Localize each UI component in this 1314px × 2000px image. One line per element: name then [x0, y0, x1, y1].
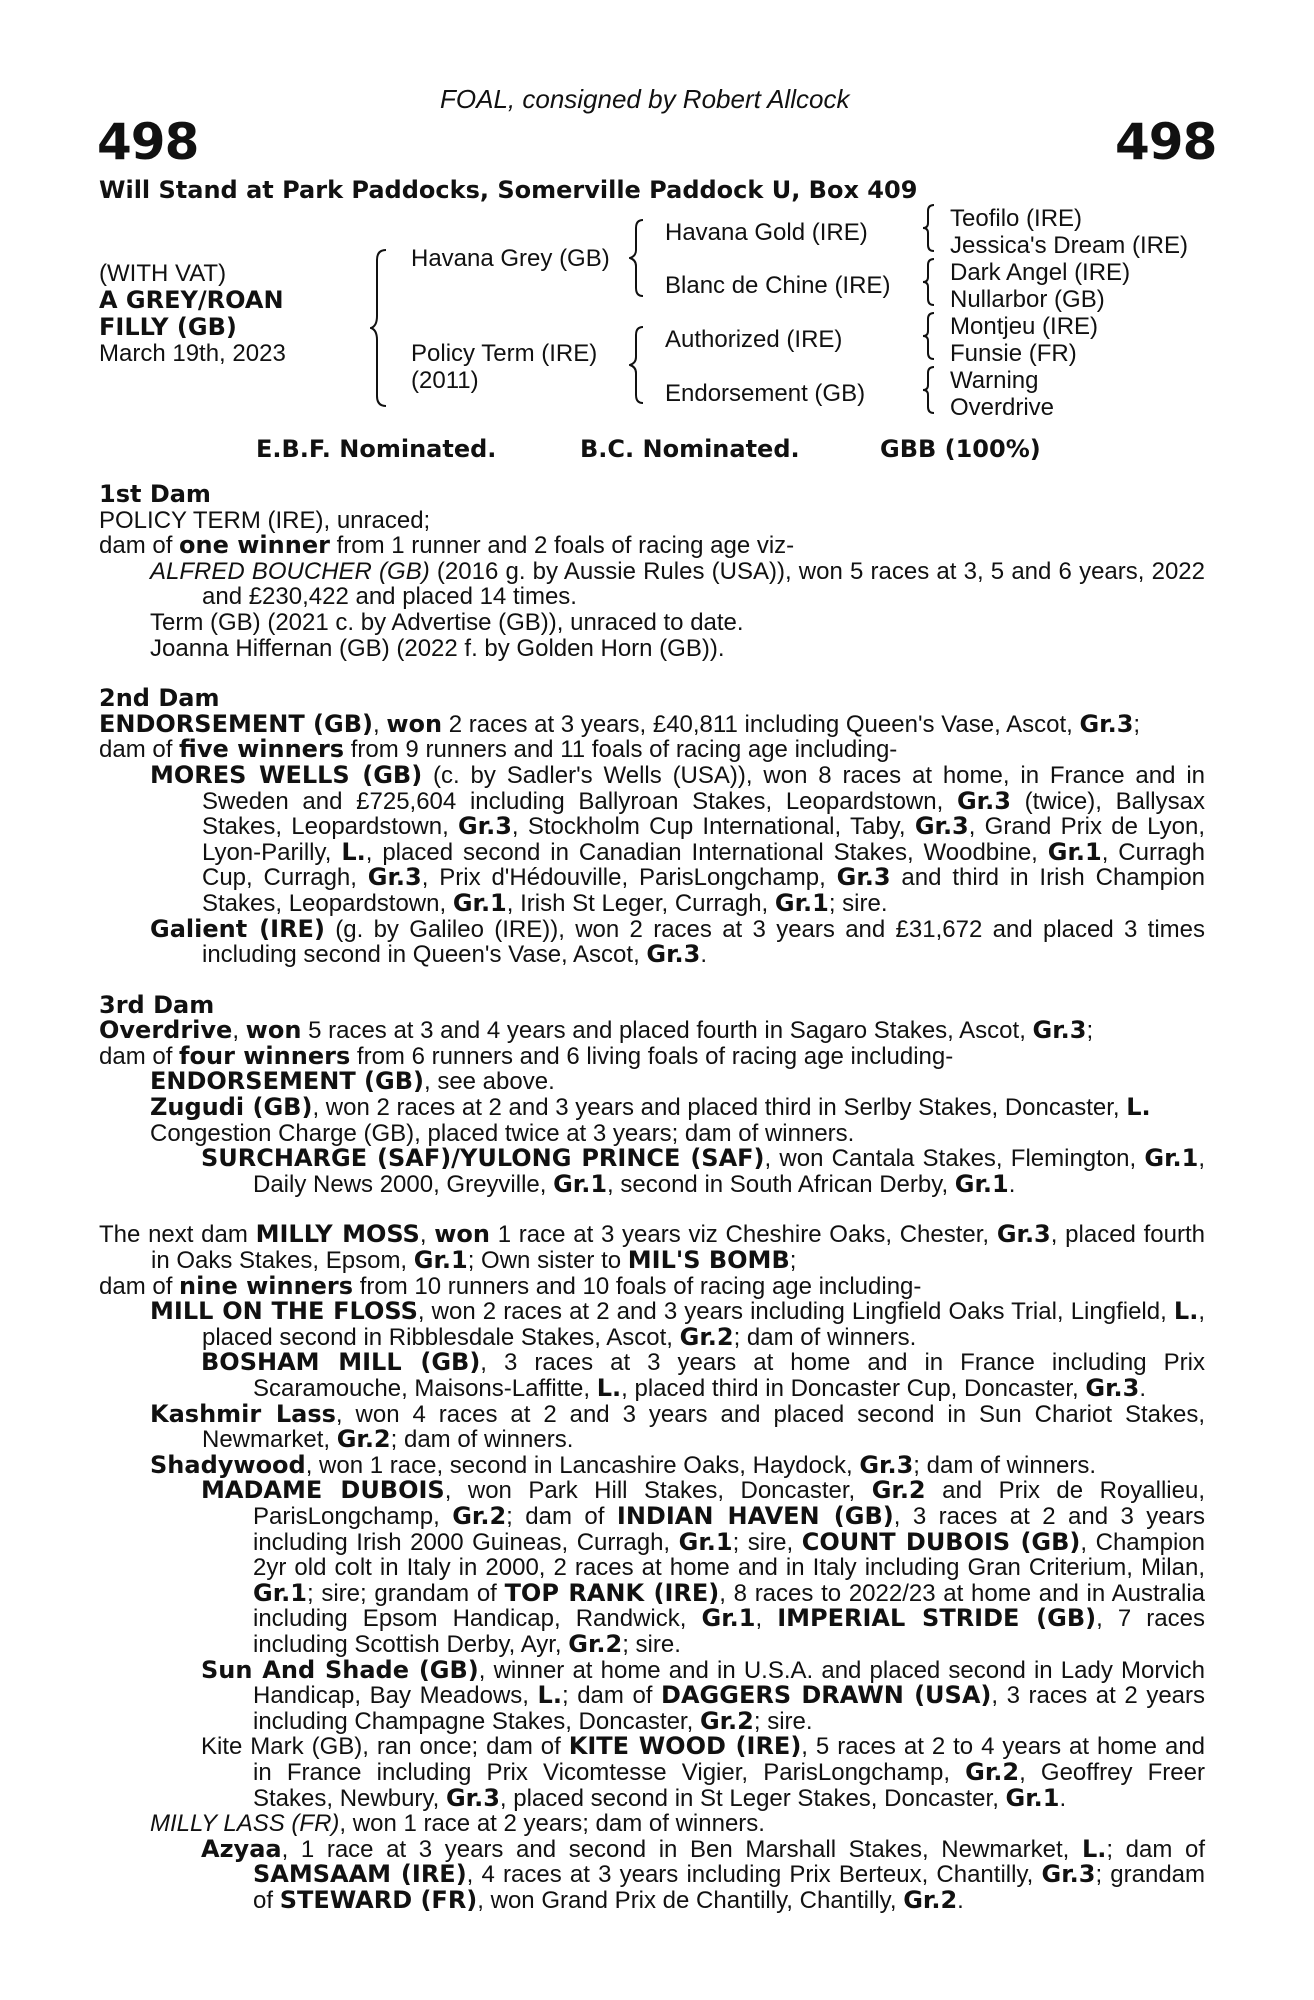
dam-paragraph: ENDORSEMENT (GB), won 2 races at 3 years, £40,811 including Queen's Vase, Ascot, Gr.3; — [99, 709, 1141, 738]
produce-entry: MADAME DUBOIS, won Park Hill Stakes, Doncaster, Gr.2 and Prix de Royallieu, ParisLongchamp, Gr.2; dam of INDIAN HAVEN (GB), 3 races at 2 and 3 years including Irish 2000 Guineas, Curragh, Gr.1; sire, COUNT DUBOIS (GB), Champion 2yr old colt in Italy in 2000, 2 races at home and in Italy including Gran Criterium, Milan, Gr.1; sire; grandam of TOP RANK (IRE), 8 races to 2022/23 at home and in Australia including Epsom Handicap, Randwick, Gr.1, IMPERIAL STRIDE (GB), 7 races including Scottish Derby, Ayr, Gr.2; sire. — [201, 1476, 1206, 1658]
produce-entry: SURCHARGE (SAF)/YULONG PRINCE (SAF), won Cantala Stakes, Flemington, Gr.1, Daily News 2000, Greyville, Gr.1, second in South African Derby, Gr.1. — [201, 1144, 1205, 1198]
produce-entry: MILL ON THE FLOSS, won 2 races at 2 and 3 years including Lingfield Oaks Trial, Lingfield, L., placed second in Ribblesdale Stakes, Ascot, Gr.2; dam of winners. — [150, 1297, 1205, 1351]
sire-name: Havana Grey (GB) — [411, 245, 610, 272]
produce-entry: Shadywood, won 1 race, second in Lancashire Oaks, Haydock, Gr.3; dam of winners. — [150, 1450, 1097, 1479]
sire-of-sire: Havana Gold (IRE) — [665, 219, 868, 246]
ebf-nomination: E.B.F. Nominated. — [256, 435, 497, 463]
vat-label: (WITH VAT) — [99, 260, 227, 287]
great-grandparent: Teofilo (IRE) — [950, 205, 1083, 232]
dam-of-sire: Blanc de Chine (IRE) — [665, 272, 891, 299]
dam-paragraph: POLICY TERM (IRE), unraced; — [99, 506, 431, 534]
pedigree-brace-gs3 — [922, 311, 938, 361]
produce-entry: ENDORSEMENT (GB), see above. — [150, 1067, 555, 1096]
foaling-date: March 19th, 2023 — [99, 340, 286, 367]
great-grandparent: Nullarbor (GB) — [950, 286, 1105, 313]
great-grandparent: Jessica's Dream (IRE) — [950, 232, 1188, 259]
great-grandparent: Warning — [950, 367, 1039, 394]
section-heading: 3rd Dam — [99, 990, 215, 1019]
produce-entry: Term (GB) (2021 c. by Advertise (GB)), unraced to date. — [150, 608, 744, 636]
pedigree-brace-gs1 — [922, 203, 938, 253]
produce-entry: BOSHAM MILL (GB), 3 races at 3 years at home and in France including Prix Scaramouche, Maisons-Laffitte, L., placed third in Doncaster Cup, Doncaster, Gr.3. — [201, 1348, 1205, 1402]
dam-paragraph: The next dam MILLY MOSS, won 1 race at 3 years viz Cheshire Oaks, Chester, Gr.3, placed fourth in Oaks Stakes, Epsom, Gr.1; Own sister to MIL'S BOMB; — [99, 1220, 1205, 1275]
bc-nomination: B.C. Nominated. — [580, 435, 800, 463]
great-grandparent: Funsie (FR) — [950, 340, 1077, 367]
produce-entry: Zugudi (GB), won 2 races at 2 and 3 years and placed third in Serlby Stakes, Doncaster, L. — [150, 1093, 1151, 1122]
dam-paragraph: dam of nine winners from 10 runners and 10 foals of racing age including- — [99, 1271, 922, 1300]
dam-paragraph: dam of five winners from 9 runners and 11 foals of racing age including- — [99, 735, 898, 764]
pedigree-brace-sire — [629, 218, 647, 298]
dam-paragraph: dam of four winners from 6 runners and 6 living foals of racing age including- — [99, 1041, 954, 1070]
dam-of-dam: Endorsement (GB) — [665, 380, 866, 407]
horse-sex-country: FILLY (GB) — [99, 313, 237, 341]
great-grandparent: Dark Angel (IRE) — [950, 259, 1131, 286]
great-grandparent: Overdrive — [950, 394, 1055, 421]
dam-year: (2011) — [411, 367, 479, 394]
produce-entry: Galient (IRE) (g. by Galileo (IRE)), won 2 races at 3 years and £31,672 and placed 3 times including second in Queen's Vase, Ascot, Gr.3. — [150, 914, 1206, 969]
horse-colour-sex: A GREY/ROAN — [99, 286, 284, 314]
catalogue-body — [99, 482, 1205, 1913]
produce-entry: Joanna Hiffernan (GB) (2022 f. by Golden Horn (GB)). — [150, 634, 725, 662]
lot-number-left: 498 — [97, 113, 199, 171]
gbb-rating: GBB (100%) — [880, 435, 1041, 463]
dam-paragraph: Overdrive, won 5 races at 3 and 4 years and placed fourth in Sagaro Stakes, Ascot, Gr.3; — [99, 1016, 1094, 1045]
pedigree-brace-gs4 — [922, 365, 938, 415]
produce-entry: Kashmir Lass, won 4 races at 2 and 3 years and placed second in Sun Chariot Stakes, Newmarket, Gr.2; dam of winners. — [150, 1399, 1205, 1454]
produce-entry: ALFRED BOUCHER (GB) (2016 g. by Aussie Rules (USA)), won 5 races at 3, 5 and 6 years, 2022 and £230,422 and placed 14 times. — [150, 557, 1206, 611]
produce-entry: MILLY LASS (FR), won 1 race at 2 years; dam of winners. — [150, 1810, 765, 1838]
dam-paragraph: dam of one winner from 1 runner and 2 foals of racing age viz- — [99, 531, 795, 560]
pedigree-brace-main — [370, 248, 390, 408]
produce-entry: Congestion Charge (GB), placed twice at 3 years; dam of winners. — [150, 1119, 855, 1147]
dam-name: Policy Term (IRE) — [411, 340, 598, 367]
sire-of-dam: Authorized (IRE) — [665, 326, 843, 353]
consignor-line: FOAL, consigned by Robert Allcock — [440, 84, 850, 114]
pedigree-brace-dam — [629, 325, 647, 405]
pedigree-brace-gs2 — [922, 257, 938, 307]
section-heading: 2nd Dam — [99, 684, 220, 713]
produce-entry: MORES WELLS (GB) (c. by Sadler's Wells (USA)), won 8 races at home, in France and in Sweden and £725,604 including Ballyroan Stakes, Leopardstown, Gr.3 (twice), Ballysax Stakes, Leopardstown, Gr.3, Stockholm Cup International, Taby, Gr.3, Grand Prix de Lyon, Lyon-Parilly, L., placed second in Canadian International Stakes, Woodbine, Gr.1, Curragh Cup, Curragh, Gr.3, Prix d'Hédouville, ParisLongchamp, Gr.3 and third in Irish Champion Stakes, Leopardstown, Gr.1, Irish St Leger, Curragh, Gr.1; sire. — [150, 760, 1206, 917]
great-grandparent: Montjeu (IRE) — [950, 313, 1099, 340]
produce-entry: Sun And Shade (GB), winner at home and in U.S.A. and placed second in Lady Morvich Handicap, Bay Meadows, L.; dam of DAGGERS DRAWN (USA), 3 races at 2 years including Champagne Stakes, Doncaster, Gr.2; sire. — [201, 1655, 1205, 1735]
produce-entry: Azyaa, 1 race at 3 years and second in Ben Marshall Stakes, Newmarket, L.; dam of SAMSAAM (IRE), 4 races at 3 years including Prix Berteux, Chantilly, Gr.3; grandam of STEWARD (FR), won Grand Prix de Chantilly, Chantilly, Gr.2. — [201, 1834, 1206, 1914]
location-line: Will Stand at Park Paddocks, Somerville Paddock U, Box 409 — [99, 176, 918, 204]
section-heading: 1st Dam — [99, 480, 211, 508]
produce-entry: Kite Mark (GB), ran once; dam of KITE WOOD (IRE), 5 races at 2 to 4 years at home and in France including Prix Vicomtesse Vigier, ParisLongchamp, Gr.2, Geoffrey Freer Stakes, Newbury, Gr.3, placed second in St Leger Stakes, Doncaster, Gr.1. — [201, 1732, 1206, 1812]
lot-number-right: 498 — [1115, 113, 1217, 171]
